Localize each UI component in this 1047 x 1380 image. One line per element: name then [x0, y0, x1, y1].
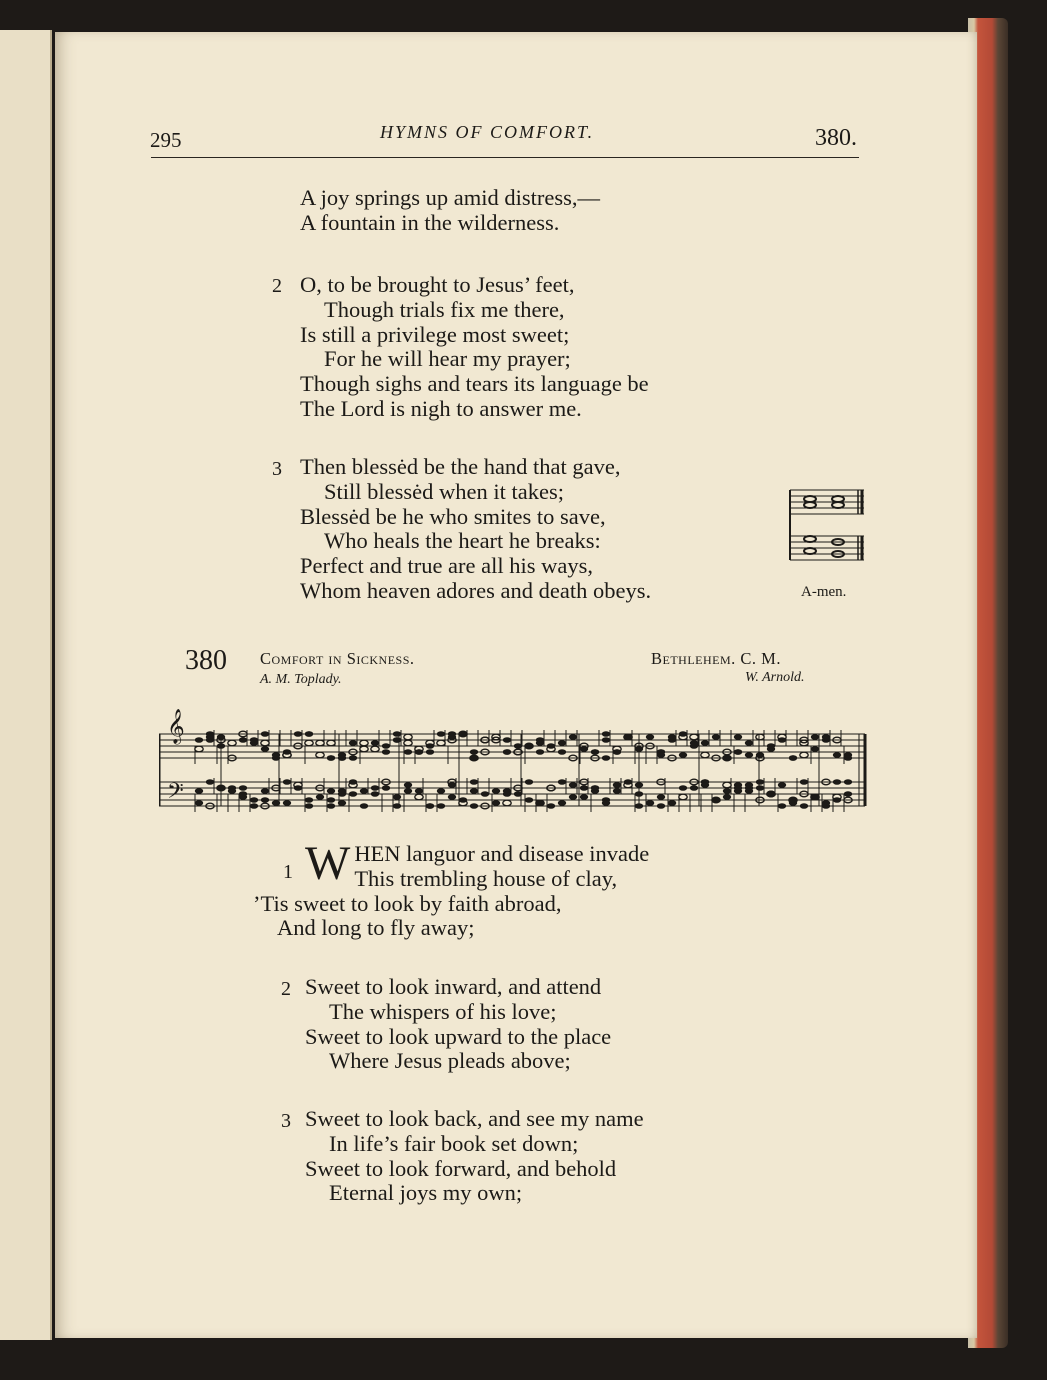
- music-score: [159, 692, 867, 812]
- verse-line: And long to fly away;: [277, 915, 475, 941]
- note-head: [800, 752, 808, 758]
- prev-stanza-2: [272, 272, 649, 422]
- hymn-stanza-3: [281, 1106, 644, 1206]
- prev-stanza-3: [272, 454, 652, 604]
- note-head: [756, 779, 764, 785]
- note-head: [712, 797, 720, 803]
- note-head: [250, 737, 258, 743]
- bass-clef-icon: 𝄢: [167, 779, 184, 809]
- verse-line: HEN languor and disease invade: [354, 841, 650, 866]
- treble-clef-icon: 𝄞: [167, 709, 185, 744]
- note-head: [261, 731, 269, 737]
- note-head: [206, 779, 214, 785]
- hymn-stanza-2: [281, 974, 612, 1074]
- note-head: [514, 743, 522, 749]
- note-head: [470, 749, 478, 755]
- note-head: [767, 743, 775, 749]
- note-head: [536, 740, 544, 746]
- note-head: [492, 788, 500, 794]
- note-head: [844, 779, 852, 785]
- note-head: [514, 791, 522, 797]
- verse-line: Eternal joys my own;: [329, 1180, 523, 1206]
- note-head: [195, 800, 203, 806]
- note-head: [536, 749, 544, 755]
- note-head: [382, 785, 390, 791]
- note-head: [195, 788, 203, 794]
- note-head: [844, 791, 852, 797]
- note-head: [657, 752, 665, 758]
- verse-line: Is still a privilege most sweet;: [300, 321, 570, 347]
- note-head: [525, 779, 533, 785]
- note-head: [404, 740, 412, 746]
- note-head: [316, 740, 324, 746]
- note-head: [569, 734, 577, 740]
- note-head: [305, 797, 313, 803]
- note-head: [305, 731, 313, 737]
- note-head: [657, 794, 665, 800]
- note-head: [745, 752, 753, 758]
- note-head: [591, 749, 599, 755]
- note-head: [580, 746, 588, 752]
- note-head: [327, 788, 335, 794]
- note-head: [547, 803, 555, 809]
- note-head: [393, 803, 401, 809]
- note-head: [558, 800, 566, 806]
- verse-line: In life’s fair book set down;: [329, 1130, 579, 1156]
- note-head: [822, 803, 830, 809]
- note-head: [261, 746, 269, 752]
- stanza-number: 2: [281, 978, 291, 1000]
- note-head: [745, 782, 753, 788]
- drop-cap: W: [305, 837, 351, 890]
- note-head: [679, 752, 687, 758]
- note-head: [415, 794, 423, 800]
- verse-line: A fountain in the wilderness.: [300, 209, 560, 235]
- note-head: [723, 788, 731, 794]
- verse-line: Though sighs and tears its language be: [300, 371, 649, 397]
- note-head: [525, 797, 533, 803]
- note-head: [305, 803, 313, 809]
- note-head: [426, 749, 434, 755]
- header-rule: [151, 157, 859, 158]
- hymn-number: 380: [185, 645, 227, 676]
- note-head: [547, 743, 555, 749]
- verse-line: The Lord is nigh to answer me.: [300, 395, 582, 421]
- note-head: [492, 800, 500, 806]
- note-head: [327, 797, 335, 803]
- left-page-edge: [0, 30, 52, 1340]
- note-head: [536, 800, 544, 806]
- note-head: [701, 752, 709, 758]
- note-head: [261, 740, 269, 746]
- note-head: [316, 794, 324, 800]
- verse-line: Perfect and true are all his ways,: [300, 553, 594, 579]
- note-head: [228, 788, 236, 794]
- note-head: [360, 803, 368, 809]
- note-head: [723, 782, 731, 788]
- stanza-number: 3: [281, 1110, 291, 1132]
- note-head: [481, 791, 489, 797]
- verse-line: Whom heaven adores and death obeys.: [300, 577, 652, 603]
- note-head: [624, 734, 632, 740]
- note-head: [635, 791, 643, 797]
- note-head: [404, 734, 412, 740]
- note-head: [756, 734, 764, 740]
- note-head: [657, 803, 665, 809]
- running-title: HYMNS OF COMFORT.: [380, 122, 595, 142]
- note-head: [668, 800, 676, 806]
- note-head: [382, 743, 390, 749]
- note-head: [701, 740, 709, 746]
- note-head: [734, 749, 742, 755]
- note-head: [789, 755, 797, 761]
- note-head: [569, 782, 577, 788]
- note-head: [613, 788, 621, 794]
- note-head: [437, 788, 445, 794]
- note-head: [272, 752, 280, 758]
- note-head: [646, 800, 654, 806]
- note-head: [371, 740, 379, 746]
- note-head: [382, 749, 390, 755]
- note-head: [338, 800, 346, 806]
- tune-name: Bethlehem. C. M.: [651, 649, 781, 668]
- note-head: [349, 755, 357, 761]
- note-head: [602, 755, 610, 761]
- note-head: [393, 737, 401, 743]
- note-head: [690, 734, 698, 740]
- note-head: [239, 785, 247, 791]
- note-head: [283, 800, 291, 806]
- note-head: [195, 737, 203, 743]
- note-head: [437, 740, 445, 746]
- note-head: [833, 752, 841, 758]
- note-head: [613, 782, 621, 788]
- verse-line: Sweet to look upward to the place: [305, 1023, 612, 1049]
- verse-line: ’Tis sweet to look by faith abroad,: [253, 890, 562, 916]
- note-head: [833, 779, 841, 785]
- note-head: [811, 734, 819, 740]
- note-head: [360, 746, 368, 752]
- note-head: [415, 788, 423, 794]
- note-head: [470, 779, 478, 785]
- note-head: [635, 803, 643, 809]
- verse-line: Where Jesus pleads above;: [329, 1048, 571, 1074]
- note-head: [239, 791, 247, 797]
- note-head: [250, 803, 258, 809]
- note-head: [558, 749, 566, 755]
- verse-line: Sweet to look back, and see my name: [305, 1106, 644, 1131]
- note-head: [503, 791, 511, 797]
- note-head: [635, 782, 643, 788]
- note-head: [811, 746, 819, 752]
- note-head: [437, 803, 445, 809]
- note-head: [404, 788, 412, 794]
- note-head: [371, 746, 379, 752]
- verse-line: Sweet to look forward, and behold: [305, 1155, 617, 1181]
- verse-line: Sweet to look inward, and attend: [305, 974, 602, 999]
- note-head: [393, 794, 401, 800]
- note-head: [591, 785, 599, 791]
- verse-line: Blessėd be he who smites to save,: [300, 503, 606, 529]
- note-head: [602, 731, 610, 737]
- stanza-number: 3: [272, 458, 282, 480]
- stanza-number: 1: [283, 861, 293, 883]
- note-head: [503, 737, 511, 743]
- note-head: [778, 803, 786, 809]
- hymn-range: 380.: [815, 125, 857, 151]
- note-head: [745, 788, 753, 794]
- note-head: [195, 746, 203, 752]
- note-head: [283, 779, 291, 785]
- amen-label: A-men.: [801, 584, 847, 600]
- note-head: [327, 755, 335, 761]
- hymn-composer: W. Arnold.: [745, 670, 805, 685]
- note-head: [470, 803, 478, 809]
- verse-line: A joy springs up amid distress,—: [300, 185, 601, 210]
- note-head: [558, 740, 566, 746]
- note-head: [503, 800, 511, 806]
- note-head: [569, 794, 577, 800]
- verse-line: Still blessėd when it takes;: [324, 478, 564, 504]
- verse-line: Who heals the heart he breaks:: [324, 528, 601, 554]
- note-head: [833, 797, 841, 803]
- note-head: [734, 734, 742, 740]
- note-head: [206, 734, 214, 740]
- note-head: [426, 803, 434, 809]
- note-head: [602, 800, 610, 806]
- note-head: [800, 779, 808, 785]
- note-head: [228, 740, 236, 746]
- verse-line: Though trials fix me there,: [324, 296, 565, 322]
- amen-notation: [788, 484, 866, 579]
- note-head: [360, 788, 368, 794]
- hymn-author: A. M. Toplady.: [260, 672, 342, 687]
- note-head: [690, 740, 698, 746]
- note-head: [778, 782, 786, 788]
- note-head: [580, 785, 588, 791]
- note-head: [558, 779, 566, 785]
- note-head: [349, 740, 357, 746]
- note-head: [602, 737, 610, 743]
- note-head: [712, 734, 720, 740]
- note-head: [745, 740, 753, 746]
- page-number: 295: [150, 128, 182, 152]
- note-head: [404, 749, 412, 755]
- note-head: [338, 752, 346, 758]
- note-head: [349, 791, 357, 797]
- note-head: [349, 779, 357, 785]
- note-head: [437, 731, 445, 737]
- note-head: [360, 740, 368, 746]
- note-head: [822, 734, 830, 740]
- note-head: [239, 737, 247, 743]
- note-head: [679, 794, 687, 800]
- note-head: [646, 734, 654, 740]
- note-head: [338, 788, 346, 794]
- note-head: [371, 791, 379, 797]
- prev-stanza-end: [300, 186, 600, 236]
- note-head: [217, 743, 225, 749]
- note-head: [503, 749, 511, 755]
- note-head: [404, 782, 412, 788]
- verse-line: For he will hear my prayer;: [324, 346, 571, 372]
- note-head: [756, 752, 764, 758]
- note-head: [690, 785, 698, 791]
- verse-line: This trembling house of clay,: [354, 865, 618, 891]
- note-head: [580, 794, 588, 800]
- note-head: [250, 797, 258, 803]
- note-head: [668, 734, 676, 740]
- verse-line: The whispers of his love;: [329, 998, 557, 1024]
- note-head: [327, 803, 335, 809]
- note-head: [470, 788, 478, 794]
- note-head: [701, 782, 709, 788]
- note-head: [371, 785, 379, 791]
- hymn-title: Comfort in Sickness.: [260, 649, 415, 668]
- verse-line: O, to be brought to Jesus’ feet,: [300, 272, 575, 297]
- note-head: [316, 752, 324, 758]
- note-head: [305, 740, 313, 746]
- note-head: [800, 803, 808, 809]
- note-head: [756, 785, 764, 791]
- note-head: [272, 800, 280, 806]
- note-head: [261, 788, 269, 794]
- note-head: [415, 749, 423, 755]
- note-head: [448, 794, 456, 800]
- stanza-number: 2: [272, 275, 282, 297]
- verse-line: Then blessėd be the hand that gave,: [300, 454, 621, 479]
- note-head: [327, 740, 335, 746]
- note-head: [294, 731, 302, 737]
- note-head: [261, 797, 269, 803]
- note-head: [789, 797, 797, 803]
- note-head: [734, 785, 742, 791]
- hymn-stanza-1: [253, 837, 765, 941]
- note-head: [844, 755, 852, 761]
- note-head: [679, 785, 687, 791]
- note-head: [393, 731, 401, 737]
- book-page: [55, 32, 977, 1338]
- note-head: [723, 794, 731, 800]
